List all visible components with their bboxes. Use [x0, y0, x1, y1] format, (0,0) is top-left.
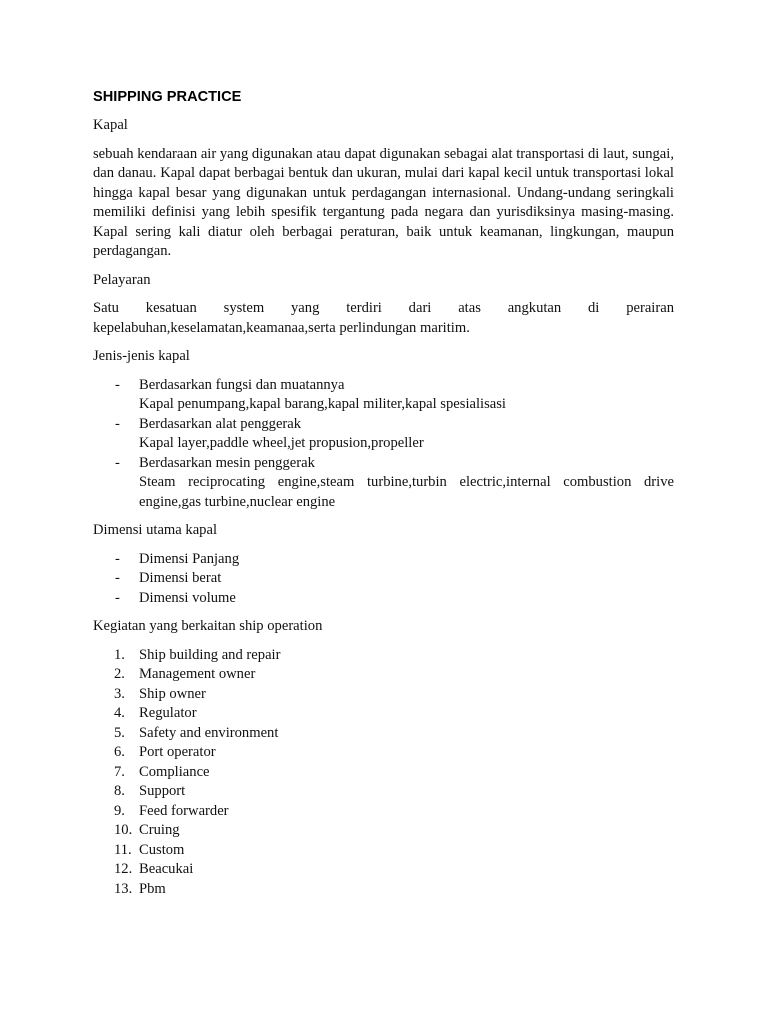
kegiatan-list: [93, 646, 674, 900]
list-item: [93, 665, 674, 685]
list-item: [93, 685, 674, 705]
section-heading-pelayaran: Pelayaran: [93, 271, 151, 288]
list-item-number: 13.: [114, 880, 133, 897]
bullet-dash: -: [115, 570, 120, 586]
kapal-paragraph: sebuah kendaraan air yang digunakan atau dapat digunakan sebagai alat transportasi di laut, sungai, dan danau. Kapal dapat berbagai bentuk dan ukuran, mulai dari kapal kecil untuk transportasi lokal hingga kapal besar yang digunakan untuk perdagangan internasional. Undang-undang seringkali memiliki definisi yang lebih spesifik tergantung pada negara dan yurisdiksinya masing-masing. Kapal sering kali diatur oleh berbagai peraturan, baik untuk keamanan, lingkungan, maupun perdagangan.: [93, 145, 674, 259]
bullet-dash: -: [115, 415, 120, 432]
document-content: [93, 87, 674, 899]
list-item-number: 8.: [114, 783, 125, 799]
list-item: [93, 704, 674, 724]
list-item: [93, 802, 674, 822]
list-item: [93, 550, 674, 570]
list-item-text: Safety and environment: [139, 724, 279, 741]
list-item-text: Ship building and repair: [139, 646, 281, 663]
list-item: [93, 569, 674, 589]
list-item-detail: Kapal penumpang,kapal barang,kapal militer,kapal spesialisasi: [139, 396, 506, 412]
list-item-text: Ship owner: [139, 685, 206, 702]
list-item-number: 5.: [114, 724, 125, 741]
list-item-text: Beacukai: [139, 861, 194, 877]
list-item-text: Cruing: [139, 822, 180, 838]
list-item-label: Berdasarkan mesin penggerak: [139, 454, 315, 471]
list-item-text: Compliance: [139, 763, 210, 780]
list-item: [93, 860, 674, 880]
list-item-number: 3.: [114, 685, 125, 702]
list-item: [93, 841, 674, 861]
list-item: [93, 763, 674, 783]
bullet-dash: -: [115, 550, 120, 567]
list-item-number: 12.: [114, 861, 133, 877]
bullet-dash: -: [115, 589, 120, 606]
jenis-kapal-list: [93, 376, 674, 513]
list-item-detail: Kapal layer,paddle wheel,jet propusion,propeller: [139, 435, 424, 451]
pelayaran-paragraph: [93, 299, 674, 338]
list-item-number: 2.: [114, 666, 125, 682]
list-item: [93, 376, 674, 415]
document-title: SHIPPING PRACTICE: [93, 89, 242, 105]
list-item-number: 1.: [114, 646, 125, 663]
list-item-label: Berdasarkan fungsi dan muatannya: [139, 376, 345, 393]
list-item-number: 11.: [114, 841, 132, 858]
list-item-number: 10.: [114, 822, 133, 838]
section-heading-jenis-kapal: Jenis-jenis kapal: [93, 348, 190, 364]
list-item: [93, 724, 674, 744]
list-item-number: 6.: [114, 744, 125, 760]
pelayaran-line-1: Satu kesatuan system yang terdiri dari atas angkutan di perairan: [93, 300, 674, 316]
list-item: [93, 589, 674, 609]
list-item-text: Support: [139, 783, 186, 799]
list-item: [93, 454, 674, 513]
section-heading-dimensi: Dimensi utama kapal: [93, 522, 218, 538]
list-item-text: Dimensi volume: [139, 589, 236, 606]
list-item: [93, 743, 674, 763]
list-item-text: Port operator: [139, 744, 216, 760]
list-item-number: 4.: [114, 705, 125, 721]
section-heading-kapal: Kapal: [93, 117, 128, 133]
list-item-text: Feed forwarder: [139, 802, 229, 819]
list-item-text: Custom: [139, 841, 185, 858]
list-item: [93, 646, 674, 666]
list-item: [93, 880, 674, 900]
list-item-label: Berdasarkan alat penggerak: [139, 415, 302, 432]
bullet-dash: -: [115, 376, 120, 393]
list-item: [93, 782, 674, 802]
list-item: [93, 415, 674, 454]
list-item-text: Dimensi Panjang: [139, 550, 240, 567]
list-item-number: 7.: [114, 763, 125, 780]
bullet-dash: -: [115, 454, 120, 471]
list-item-text: Management owner: [139, 666, 256, 682]
list-item-detail: Steam reciprocating engine,steam turbine,turbin electric,internal combustion drive engine,gas turbine,nuclear engine: [139, 474, 674, 510]
list-item-text: Regulator: [139, 705, 197, 721]
pelayaran-line-2: kepelabuhan,keselamatan,keamanaa,serta perlindungan maritim.: [93, 319, 470, 336]
section-heading-kegiatan: Kegiatan yang berkaitan ship operation: [93, 618, 323, 634]
list-item-text: Pbm: [139, 880, 166, 897]
list-item: [93, 821, 674, 841]
list-item-number: 9.: [114, 802, 125, 819]
dimensi-list: [93, 550, 674, 609]
list-item-text: Dimensi berat: [139, 570, 222, 586]
